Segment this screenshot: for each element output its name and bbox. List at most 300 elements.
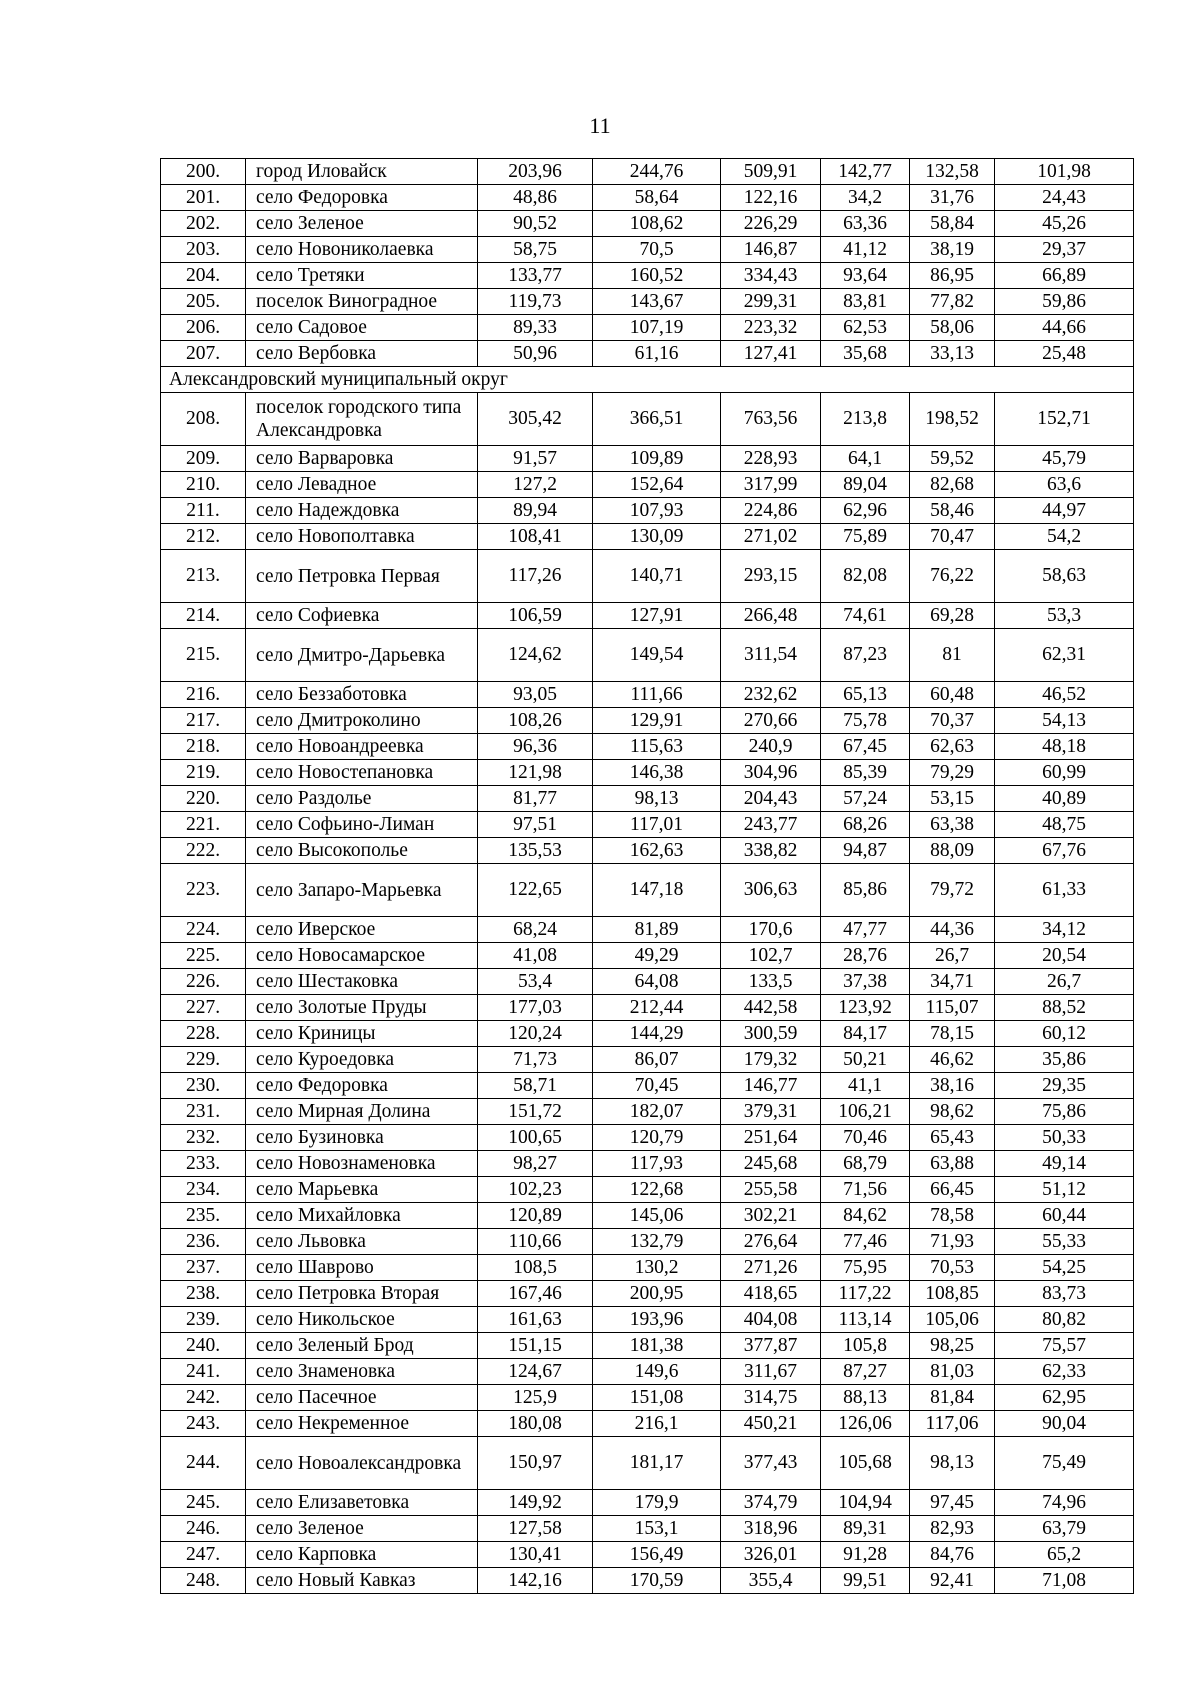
- table-row: [161, 734, 1134, 760]
- value-col-2: 212,44: [593, 995, 721, 1021]
- value-col-4: 123,92: [821, 995, 910, 1021]
- value-col-1: 150,97: [478, 1437, 593, 1490]
- table-row: [161, 1255, 1134, 1281]
- value-col-2: 109,89: [593, 446, 721, 472]
- table-row: [161, 289, 1134, 315]
- settlement-name: село Новониколаевка: [246, 237, 478, 263]
- table-row: [161, 760, 1134, 786]
- value-col-1: 110,66: [478, 1229, 593, 1255]
- table-row: [161, 838, 1134, 864]
- row-number: 200.: [161, 159, 246, 185]
- value-col-3: 127,41: [721, 341, 821, 367]
- value-col-3: 266,48: [721, 603, 821, 629]
- value-col-5: 70,53: [910, 1255, 995, 1281]
- value-col-6: 53,3: [995, 603, 1134, 629]
- value-col-1: 119,73: [478, 289, 593, 315]
- value-col-4: 213,8: [821, 393, 910, 446]
- value-col-4: 64,1: [821, 446, 910, 472]
- value-col-4: 87,27: [821, 1359, 910, 1385]
- value-col-6: 59,86: [995, 289, 1134, 315]
- value-col-2: 86,07: [593, 1047, 721, 1073]
- value-col-6: 40,89: [995, 786, 1134, 812]
- value-col-3: 226,29: [721, 211, 821, 237]
- settlement-name: село Шаврово: [246, 1255, 478, 1281]
- table-row: [161, 682, 1134, 708]
- value-col-3: 271,02: [721, 524, 821, 550]
- value-col-6: 60,99: [995, 760, 1134, 786]
- value-col-5: 77,82: [910, 289, 995, 315]
- value-col-2: 70,45: [593, 1073, 721, 1099]
- value-col-1: 41,08: [478, 943, 593, 969]
- value-col-4: 113,14: [821, 1307, 910, 1333]
- value-col-3: 509,91: [721, 159, 821, 185]
- settlement-name: поселок городского типа Александровка: [246, 393, 478, 446]
- value-col-1: 151,15: [478, 1333, 593, 1359]
- value-col-3: 223,32: [721, 315, 821, 341]
- value-col-5: 105,06: [910, 1307, 995, 1333]
- value-col-1: 108,26: [478, 708, 593, 734]
- value-col-6: 62,33: [995, 1359, 1134, 1385]
- value-col-3: 338,82: [721, 838, 821, 864]
- value-col-1: 98,27: [478, 1151, 593, 1177]
- settlement-name: село Федоровка: [246, 1073, 478, 1099]
- value-col-5: 70,47: [910, 524, 995, 550]
- value-col-1: 142,16: [478, 1568, 593, 1594]
- value-col-5: 98,25: [910, 1333, 995, 1359]
- value-col-4: 87,23: [821, 629, 910, 682]
- value-col-3: 293,15: [721, 550, 821, 603]
- value-col-5: 34,71: [910, 969, 995, 995]
- value-col-6: 80,82: [995, 1307, 1134, 1333]
- settlement-name: село Надеждовка: [246, 498, 478, 524]
- value-col-1: 108,5: [478, 1255, 593, 1281]
- value-col-3: 306,63: [721, 864, 821, 917]
- value-col-4: 104,94: [821, 1490, 910, 1516]
- table-row: [161, 943, 1134, 969]
- row-number: 244.: [161, 1437, 246, 1490]
- value-col-1: 124,67: [478, 1359, 593, 1385]
- table-row: [161, 1281, 1134, 1307]
- row-number: 206.: [161, 315, 246, 341]
- page-number: 11: [589, 113, 611, 138]
- value-col-3: 255,58: [721, 1177, 821, 1203]
- value-col-2: 117,01: [593, 812, 721, 838]
- settlement-name: село Золотые Пруды: [246, 995, 478, 1021]
- row-number: 208.: [161, 393, 246, 446]
- value-col-3: 404,08: [721, 1307, 821, 1333]
- value-col-6: 46,52: [995, 682, 1134, 708]
- value-col-2: 115,63: [593, 734, 721, 760]
- settlement-name: село Знаменовка: [246, 1359, 478, 1385]
- settlement-name: село Елизаветовка: [246, 1490, 478, 1516]
- value-col-6: 45,26: [995, 211, 1134, 237]
- row-number: 220.: [161, 786, 246, 812]
- settlement-name: село Левадное: [246, 472, 478, 498]
- value-col-5: 88,09: [910, 838, 995, 864]
- value-col-4: 85,86: [821, 864, 910, 917]
- value-col-3: 318,96: [721, 1516, 821, 1542]
- table-row: [161, 1516, 1134, 1542]
- value-col-5: 26,7: [910, 943, 995, 969]
- value-col-2: 111,66: [593, 682, 721, 708]
- value-col-1: 58,75: [478, 237, 593, 263]
- row-number: 215.: [161, 629, 246, 682]
- value-col-1: 100,65: [478, 1125, 593, 1151]
- value-col-1: 120,89: [478, 1203, 593, 1229]
- value-col-4: 82,08: [821, 550, 910, 603]
- row-number: 234.: [161, 1177, 246, 1203]
- value-col-1: 89,33: [478, 315, 593, 341]
- value-col-5: 98,13: [910, 1437, 995, 1490]
- value-col-4: 74,61: [821, 603, 910, 629]
- settlements-table: [160, 158, 1134, 1594]
- value-col-5: 92,41: [910, 1568, 995, 1594]
- value-col-4: 75,89: [821, 524, 910, 550]
- value-col-4: 71,56: [821, 1177, 910, 1203]
- value-col-2: 244,76: [593, 159, 721, 185]
- value-col-1: 127,58: [478, 1516, 593, 1542]
- value-col-3: 314,75: [721, 1385, 821, 1411]
- settlement-name: село Новый Кавказ: [246, 1568, 478, 1594]
- value-col-1: 106,59: [478, 603, 593, 629]
- value-col-3: 326,01: [721, 1542, 821, 1568]
- value-col-2: 122,68: [593, 1177, 721, 1203]
- value-col-2: 61,16: [593, 341, 721, 367]
- value-col-3: 311,54: [721, 629, 821, 682]
- settlement-name: село Марьевка: [246, 1177, 478, 1203]
- settlement-name: село Новознаменовка: [246, 1151, 478, 1177]
- row-number: 207.: [161, 341, 246, 367]
- value-col-3: 377,87: [721, 1333, 821, 1359]
- settlement-name: село Новосамарское: [246, 943, 478, 969]
- row-number: 212.: [161, 524, 246, 550]
- value-col-6: 44,97: [995, 498, 1134, 524]
- value-col-1: 102,23: [478, 1177, 593, 1203]
- value-col-2: 145,06: [593, 1203, 721, 1229]
- value-col-3: 311,67: [721, 1359, 821, 1385]
- value-col-6: 54,25: [995, 1255, 1134, 1281]
- value-col-1: 135,53: [478, 838, 593, 864]
- settlement-name: село Петровка Вторая: [246, 1281, 478, 1307]
- value-col-4: 65,13: [821, 682, 910, 708]
- value-col-5: 44,36: [910, 917, 995, 943]
- row-number: 223.: [161, 864, 246, 917]
- value-col-6: 20,54: [995, 943, 1134, 969]
- value-col-2: 151,08: [593, 1385, 721, 1411]
- table-row: [161, 1542, 1134, 1568]
- row-number: 236.: [161, 1229, 246, 1255]
- row-number: 230.: [161, 1073, 246, 1099]
- value-col-3: 763,56: [721, 393, 821, 446]
- row-number: 227.: [161, 995, 246, 1021]
- value-col-4: 85,39: [821, 760, 910, 786]
- value-col-5: 81,84: [910, 1385, 995, 1411]
- row-number: 205.: [161, 289, 246, 315]
- value-col-3: 374,79: [721, 1490, 821, 1516]
- value-col-2: 216,1: [593, 1411, 721, 1437]
- value-col-5: 76,22: [910, 550, 995, 603]
- settlement-name: село Дмитро-Дарьевка: [246, 629, 478, 682]
- value-col-4: 41,12: [821, 237, 910, 263]
- value-col-4: 105,8: [821, 1333, 910, 1359]
- value-col-6: 152,71: [995, 393, 1134, 446]
- settlement-name: село Садовое: [246, 315, 478, 341]
- value-col-1: 161,63: [478, 1307, 593, 1333]
- value-col-4: 89,31: [821, 1516, 910, 1542]
- value-col-3: 170,6: [721, 917, 821, 943]
- value-col-5: 71,93: [910, 1229, 995, 1255]
- value-col-1: 97,51: [478, 812, 593, 838]
- value-col-4: 89,04: [821, 472, 910, 498]
- table-row: [161, 1021, 1134, 1047]
- settlement-name: село Запаро-Марьевка: [246, 864, 478, 917]
- settlement-name: село Зеленый Брод: [246, 1333, 478, 1359]
- value-col-5: 78,15: [910, 1021, 995, 1047]
- value-col-3: 379,31: [721, 1099, 821, 1125]
- value-col-1: 58,71: [478, 1073, 593, 1099]
- table-row: [161, 1411, 1134, 1437]
- row-number: 225.: [161, 943, 246, 969]
- value-col-1: 48,86: [478, 185, 593, 211]
- value-col-4: 41,1: [821, 1073, 910, 1099]
- value-col-4: 34,2: [821, 185, 910, 211]
- value-col-2: 117,93: [593, 1151, 721, 1177]
- value-col-3: 243,77: [721, 812, 821, 838]
- table-row: [161, 864, 1134, 917]
- value-col-3: 334,43: [721, 263, 821, 289]
- value-col-5: 62,63: [910, 734, 995, 760]
- table-row: [161, 263, 1134, 289]
- value-col-5: 132,58: [910, 159, 995, 185]
- value-col-3: 302,21: [721, 1203, 821, 1229]
- value-col-3: 442,58: [721, 995, 821, 1021]
- table-row: [161, 1307, 1134, 1333]
- table-row: [161, 1490, 1134, 1516]
- value-col-3: 271,26: [721, 1255, 821, 1281]
- value-col-3: 204,43: [721, 786, 821, 812]
- value-col-6: 75,49: [995, 1437, 1134, 1490]
- value-col-4: 62,96: [821, 498, 910, 524]
- value-col-4: 47,77: [821, 917, 910, 943]
- table-row: [161, 1229, 1134, 1255]
- row-number: 211.: [161, 498, 246, 524]
- value-col-4: 106,21: [821, 1099, 910, 1125]
- value-col-5: 69,28: [910, 603, 995, 629]
- value-col-6: 44,66: [995, 315, 1134, 341]
- settlement-name: село Шестаковка: [246, 969, 478, 995]
- settlement-name: село Беззаботовка: [246, 682, 478, 708]
- settlement-name: село Мирная Долина: [246, 1099, 478, 1125]
- value-col-5: 86,95: [910, 263, 995, 289]
- table-row: [161, 1568, 1134, 1594]
- value-col-3: 146,87: [721, 237, 821, 263]
- table-row: [161, 185, 1134, 211]
- table-row: [161, 786, 1134, 812]
- value-col-6: 48,75: [995, 812, 1134, 838]
- value-col-4: 62,53: [821, 315, 910, 341]
- value-col-2: 120,79: [593, 1125, 721, 1151]
- value-col-3: 276,64: [721, 1229, 821, 1255]
- value-col-1: 68,24: [478, 917, 593, 943]
- settlement-name: село Львовка: [246, 1229, 478, 1255]
- table-row: [161, 237, 1134, 263]
- value-col-3: 102,7: [721, 943, 821, 969]
- value-col-2: 49,29: [593, 943, 721, 969]
- value-col-1: 108,41: [478, 524, 593, 550]
- value-col-4: 93,64: [821, 263, 910, 289]
- value-col-5: 117,06: [910, 1411, 995, 1437]
- row-number: 221.: [161, 812, 246, 838]
- settlement-name: село Никольское: [246, 1307, 478, 1333]
- table-row: [161, 446, 1134, 472]
- settlement-name: село Некременное: [246, 1411, 478, 1437]
- value-col-1: 167,46: [478, 1281, 593, 1307]
- value-col-2: 130,09: [593, 524, 721, 550]
- settlement-name: село Варваровка: [246, 446, 478, 472]
- settlement-name: село Зеленое: [246, 1516, 478, 1542]
- value-col-2: 193,96: [593, 1307, 721, 1333]
- value-col-4: 68,26: [821, 812, 910, 838]
- value-col-4: 75,95: [821, 1255, 910, 1281]
- value-col-4: 35,68: [821, 341, 910, 367]
- value-col-5: 79,29: [910, 760, 995, 786]
- settlement-name: село Куроедовка: [246, 1047, 478, 1073]
- value-col-4: 117,22: [821, 1281, 910, 1307]
- settlement-name: село Зеленое: [246, 211, 478, 237]
- value-col-1: 177,03: [478, 995, 593, 1021]
- row-number: 203.: [161, 237, 246, 263]
- value-col-6: 83,73: [995, 1281, 1134, 1307]
- settlement-name: село Софиевка: [246, 603, 478, 629]
- value-col-2: 160,52: [593, 263, 721, 289]
- value-col-6: 101,98: [995, 159, 1134, 185]
- value-col-3: 450,21: [721, 1411, 821, 1437]
- value-col-3: 304,96: [721, 760, 821, 786]
- value-col-2: 200,95: [593, 1281, 721, 1307]
- value-col-2: 107,19: [593, 315, 721, 341]
- value-col-2: 58,64: [593, 185, 721, 211]
- value-col-5: 81: [910, 629, 995, 682]
- table-row: [161, 1359, 1134, 1385]
- value-col-3: 122,16: [721, 185, 821, 211]
- table-row: [161, 211, 1134, 237]
- value-col-5: 59,52: [910, 446, 995, 472]
- row-number: 229.: [161, 1047, 246, 1073]
- settlement-name: село Новополтавка: [246, 524, 478, 550]
- settlement-name: село Софьино-Лиман: [246, 812, 478, 838]
- value-col-2: 143,67: [593, 289, 721, 315]
- value-col-4: 91,28: [821, 1542, 910, 1568]
- value-col-6: 54,2: [995, 524, 1134, 550]
- table-row: [161, 1203, 1134, 1229]
- value-col-6: 60,44: [995, 1203, 1134, 1229]
- table-row: [161, 159, 1134, 185]
- value-col-5: 63,38: [910, 812, 995, 838]
- value-col-3: 146,77: [721, 1073, 821, 1099]
- value-col-3: 240,9: [721, 734, 821, 760]
- value-col-6: 29,37: [995, 237, 1134, 263]
- row-number: 213.: [161, 550, 246, 603]
- row-number: 231.: [161, 1099, 246, 1125]
- table-row: [161, 1437, 1134, 1490]
- value-col-6: 26,7: [995, 969, 1134, 995]
- value-col-5: 97,45: [910, 1490, 995, 1516]
- row-number: 224.: [161, 917, 246, 943]
- table-row: [161, 1073, 1134, 1099]
- value-col-6: 75,57: [995, 1333, 1134, 1359]
- value-col-2: 127,91: [593, 603, 721, 629]
- value-col-6: 90,04: [995, 1411, 1134, 1437]
- value-col-4: 88,13: [821, 1385, 910, 1411]
- settlement-name: село Федоровка: [246, 185, 478, 211]
- value-col-6: 75,86: [995, 1099, 1134, 1125]
- value-col-6: 50,33: [995, 1125, 1134, 1151]
- value-col-4: 84,17: [821, 1021, 910, 1047]
- row-number: 233.: [161, 1151, 246, 1177]
- settlement-name: село Высокополье: [246, 838, 478, 864]
- value-col-6: 61,33: [995, 864, 1134, 917]
- table-row: [161, 472, 1134, 498]
- value-col-6: 63,6: [995, 472, 1134, 498]
- table-row: [161, 1385, 1134, 1411]
- value-col-4: 94,87: [821, 838, 910, 864]
- settlement-name: село Криницы: [246, 1021, 478, 1047]
- value-col-6: 48,18: [995, 734, 1134, 760]
- value-col-4: 99,51: [821, 1568, 910, 1594]
- row-number: 202.: [161, 211, 246, 237]
- table-body: [161, 159, 1134, 1594]
- value-col-2: 129,91: [593, 708, 721, 734]
- value-col-3: 355,4: [721, 1568, 821, 1594]
- value-col-2: 182,07: [593, 1099, 721, 1125]
- value-col-1: 90,52: [478, 211, 593, 237]
- row-number: 201.: [161, 185, 246, 211]
- value-col-4: 37,38: [821, 969, 910, 995]
- table-row: [161, 969, 1134, 995]
- value-col-6: 71,08: [995, 1568, 1134, 1594]
- value-col-4: 77,46: [821, 1229, 910, 1255]
- value-col-1: 149,92: [478, 1490, 593, 1516]
- value-col-1: 125,9: [478, 1385, 593, 1411]
- settlement-name: село Новоалександровка: [246, 1437, 478, 1490]
- row-number: 238.: [161, 1281, 246, 1307]
- value-col-6: 34,12: [995, 917, 1134, 943]
- value-col-5: 108,85: [910, 1281, 995, 1307]
- value-col-2: 179,9: [593, 1490, 721, 1516]
- value-col-2: 130,2: [593, 1255, 721, 1281]
- settlement-name: село Раздолье: [246, 786, 478, 812]
- value-col-3: 179,32: [721, 1047, 821, 1073]
- value-col-1: 121,98: [478, 760, 593, 786]
- value-col-5: 98,62: [910, 1099, 995, 1125]
- value-col-2: 107,93: [593, 498, 721, 524]
- settlement-name: село Пасечное: [246, 1385, 478, 1411]
- value-col-2: 144,29: [593, 1021, 721, 1047]
- value-col-1: 122,65: [478, 864, 593, 917]
- value-col-1: 133,77: [478, 263, 593, 289]
- value-col-2: 146,38: [593, 760, 721, 786]
- value-col-4: 75,78: [821, 708, 910, 734]
- value-col-2: 156,49: [593, 1542, 721, 1568]
- value-col-1: 305,42: [478, 393, 593, 446]
- value-col-6: 24,43: [995, 185, 1134, 211]
- value-col-2: 147,18: [593, 864, 721, 917]
- table-row: [161, 1333, 1134, 1359]
- table-row: [161, 603, 1134, 629]
- row-number: 240.: [161, 1333, 246, 1359]
- value-col-6: 63,79: [995, 1516, 1134, 1542]
- value-col-4: 63,36: [821, 211, 910, 237]
